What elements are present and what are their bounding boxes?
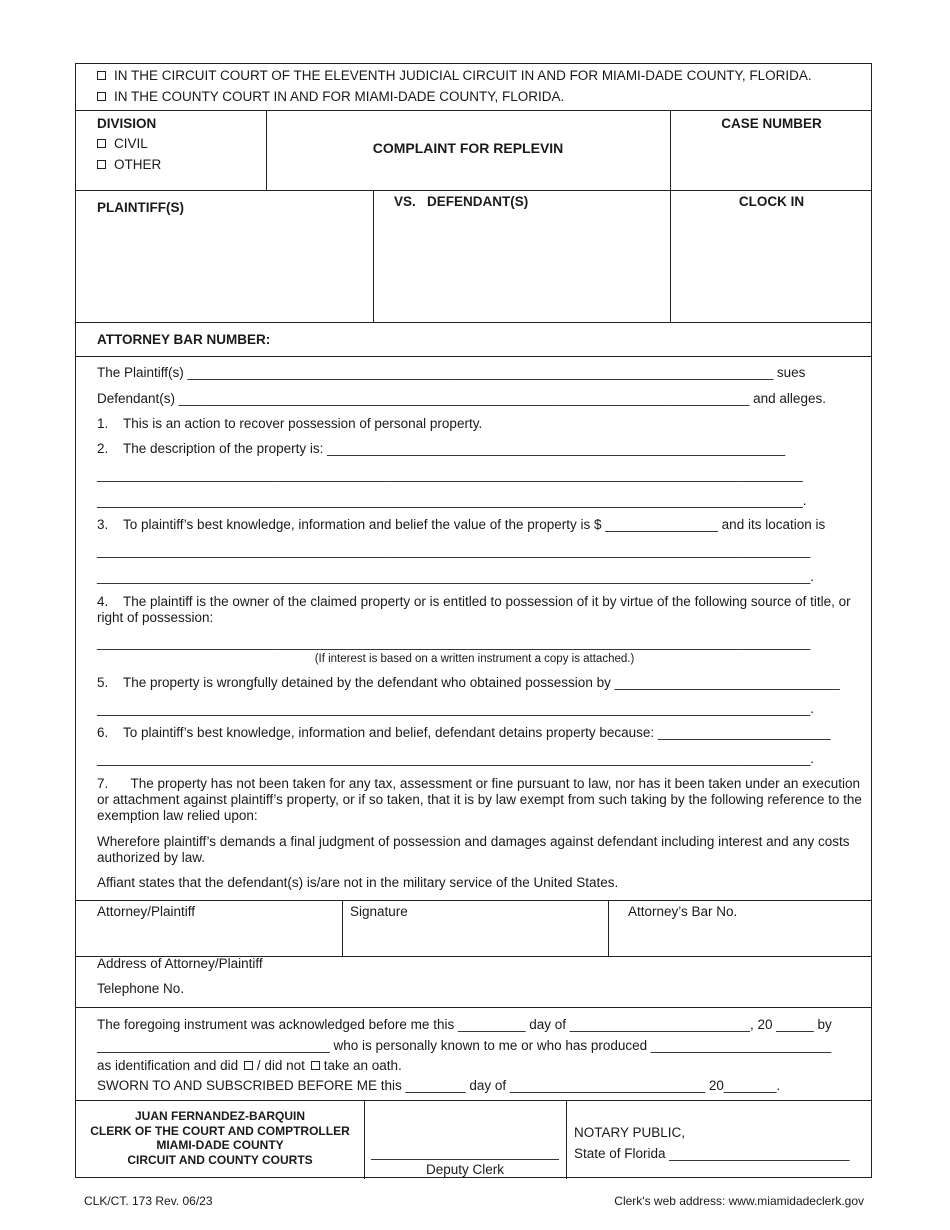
other-checkbox[interactable] — [97, 160, 106, 169]
affiant-statement: Affiant states that the defendant(s) is/are not in the military service of the United States. — [97, 875, 619, 890]
civil-label: CIVIL — [114, 136, 148, 151]
defendant-alleges-line[interactable]: Defendant(s) ____________________________________________________________________________ and alleges. — [97, 391, 826, 406]
county-court-label: IN THE COUNTY COURT IN AND FOR MIAMI-DADE COUNTY, FLORIDA. — [114, 89, 565, 104]
divider — [608, 900, 609, 956]
division-civil-option[interactable] — [97, 136, 148, 152]
address-label: Address of Attorney/Plaintiff — [97, 956, 263, 971]
form-number: CLK/CT. 173 Rev. 06/23 — [84, 1194, 213, 1208]
wherefore-paragraph: Wherefore plaintiff’s demands a final judgment of possession and damages against defendant including interest and any costs authorized by law. — [97, 834, 850, 865]
acknowledgment-line[interactable]: The foregoing instrument was acknowledged before me this _________ day of ________________________, 20 _____ by — [97, 1017, 832, 1032]
clerk-title: CLERK OF THE COURT AND COMPTROLLER — [90, 1123, 350, 1138]
division-other-option[interactable] — [97, 157, 161, 173]
divider — [76, 190, 871, 191]
oath-text: as identification and did — [97, 1058, 239, 1073]
sworn-line[interactable]: SWORN TO AND SUBSCRIBED BEFORE ME this ________ day of __________________________ 20_______. — [97, 1078, 781, 1093]
county-court-checkbox[interactable] — [97, 92, 106, 101]
item-2-line[interactable]: ______________________________________________________________________________________________. — [97, 493, 807, 508]
clerk-county: MIAMI-DADE COUNTY — [156, 1138, 284, 1152]
other-label: OTHER — [114, 157, 162, 172]
divider — [76, 110, 871, 111]
divider — [670, 110, 671, 322]
item-5[interactable]: 5. The property is wrongfully detained by the defendant who obtained possession by ______________________________ — [97, 675, 840, 690]
divider — [76, 1100, 871, 1101]
item-3[interactable]: 3. To plaintiff’s best knowledge, information and belief the value of the property is $ _______________ and its location is — [97, 517, 826, 532]
clerk-name: JUAN FERNANDEZ-BARQUIN — [135, 1109, 305, 1123]
circuit-court-option[interactable] — [97, 68, 812, 84]
item-6[interactable]: 6. To plaintiff’s best knowledge, information and belief, defendant detains property because: _______________________ — [97, 725, 831, 740]
attorney-bar-number-label: ATTORNEY BAR NUMBER: — [97, 332, 271, 347]
clock-in-label: CLOCK IN — [738, 194, 805, 209]
case-number-label: CASE NUMBER — [721, 116, 822, 131]
acknowledgment-line[interactable]: _______________________________ who is personally known to me or who has produced ________________________ — [97, 1038, 832, 1053]
item-4-line[interactable]: _______________________________________________________________________________________________ — [97, 635, 811, 650]
telephone-label: Telephone No. — [97, 981, 185, 996]
divider — [76, 900, 871, 901]
divider — [76, 322, 871, 323]
complaint-form — [75, 63, 872, 1178]
item-3-line[interactable]: _______________________________________________________________________________________________. — [97, 569, 815, 584]
county-court-option[interactable] — [97, 89, 564, 105]
item-2-line[interactable]: ______________________________________________________________________________________________ — [97, 467, 803, 482]
notary-public-label: NOTARY PUBLIC, — [574, 1125, 686, 1140]
item-4-note: (If interest is based on a written instrument a copy is attached.) — [314, 653, 635, 665]
circuit-court-label: IN THE CIRCUIT COURT OF THE ELEVENTH JUDICIAL CIRCUIT IN AND FOR MIAMI-DADE COUNTY, FLORIDA. — [114, 68, 812, 83]
item-2[interactable]: 2. The description of the property is: _____________________________________________________________ — [97, 441, 786, 456]
divider — [566, 1100, 567, 1179]
deputy-clerk-signature-line[interactable]: _________________________ — [371, 1145, 559, 1160]
divider — [76, 1007, 871, 1008]
item-5-line[interactable]: _______________________________________________________________________________________________. — [97, 701, 815, 716]
attorney-plaintiff-label: Attorney/Plaintiff — [97, 904, 196, 919]
oath-line — [97, 1058, 402, 1074]
deputy-clerk-label: Deputy Clerk — [425, 1162, 505, 1177]
attorney-bar-no-label: Attorney’s Bar No. — [628, 904, 738, 919]
oath-take-label: take an oath. — [323, 1058, 402, 1073]
oath-did-checkbox[interactable] — [244, 1061, 253, 1070]
plaintiff-sues-line[interactable]: The Plaintiff(s) ______________________________________________________________________________ sues — [97, 365, 806, 380]
oath-did-not-label: / did not — [256, 1058, 305, 1073]
divider — [373, 190, 374, 322]
notary-state-line[interactable]: State of Florida ________________________ — [574, 1146, 850, 1161]
divider — [342, 900, 343, 956]
circuit-court-checkbox[interactable] — [97, 71, 106, 80]
plaintiffs-label: PLAINTIFF(S) — [97, 200, 184, 215]
civil-checkbox[interactable] — [97, 139, 106, 148]
signature-label: Signature — [350, 904, 408, 919]
item-3-line[interactable]: _______________________________________________________________________________________________ — [97, 543, 811, 558]
clerk-courts: CIRCUIT AND COUNTY COURTS — [127, 1152, 313, 1167]
clerk-block — [76, 1109, 364, 1167]
division-label: DIVISION — [97, 116, 157, 131]
item-7: 7. The property has not been taken for any tax, assessment or fine pursuant to law, nor has it been taken under an execution or attachment against plaintiff’s property, or if so taken, that it is by law exempt from such taking by the following reference to the exemption law relied upon: — [97, 776, 866, 823]
item-4: 4. The plaintiff is the owner of the claimed property or is entitled to possession of it by virtue of the following source of title, or right of possession: — [97, 594, 855, 625]
item-6-line[interactable]: _______________________________________________________________________________________________. — [97, 751, 815, 766]
divider — [76, 356, 871, 357]
defendants-label: VS. DEFENDANT(S) — [394, 194, 529, 209]
clerk-web-address: Clerk's web address: www.miamidadeclerk.gov — [614, 1194, 864, 1208]
form-title: COMPLAINT FOR REPLEVIN — [372, 140, 564, 156]
oath-did-not-checkbox[interactable] — [311, 1061, 320, 1070]
item-1: 1. This is an action to recover possession of personal property. — [97, 416, 483, 431]
